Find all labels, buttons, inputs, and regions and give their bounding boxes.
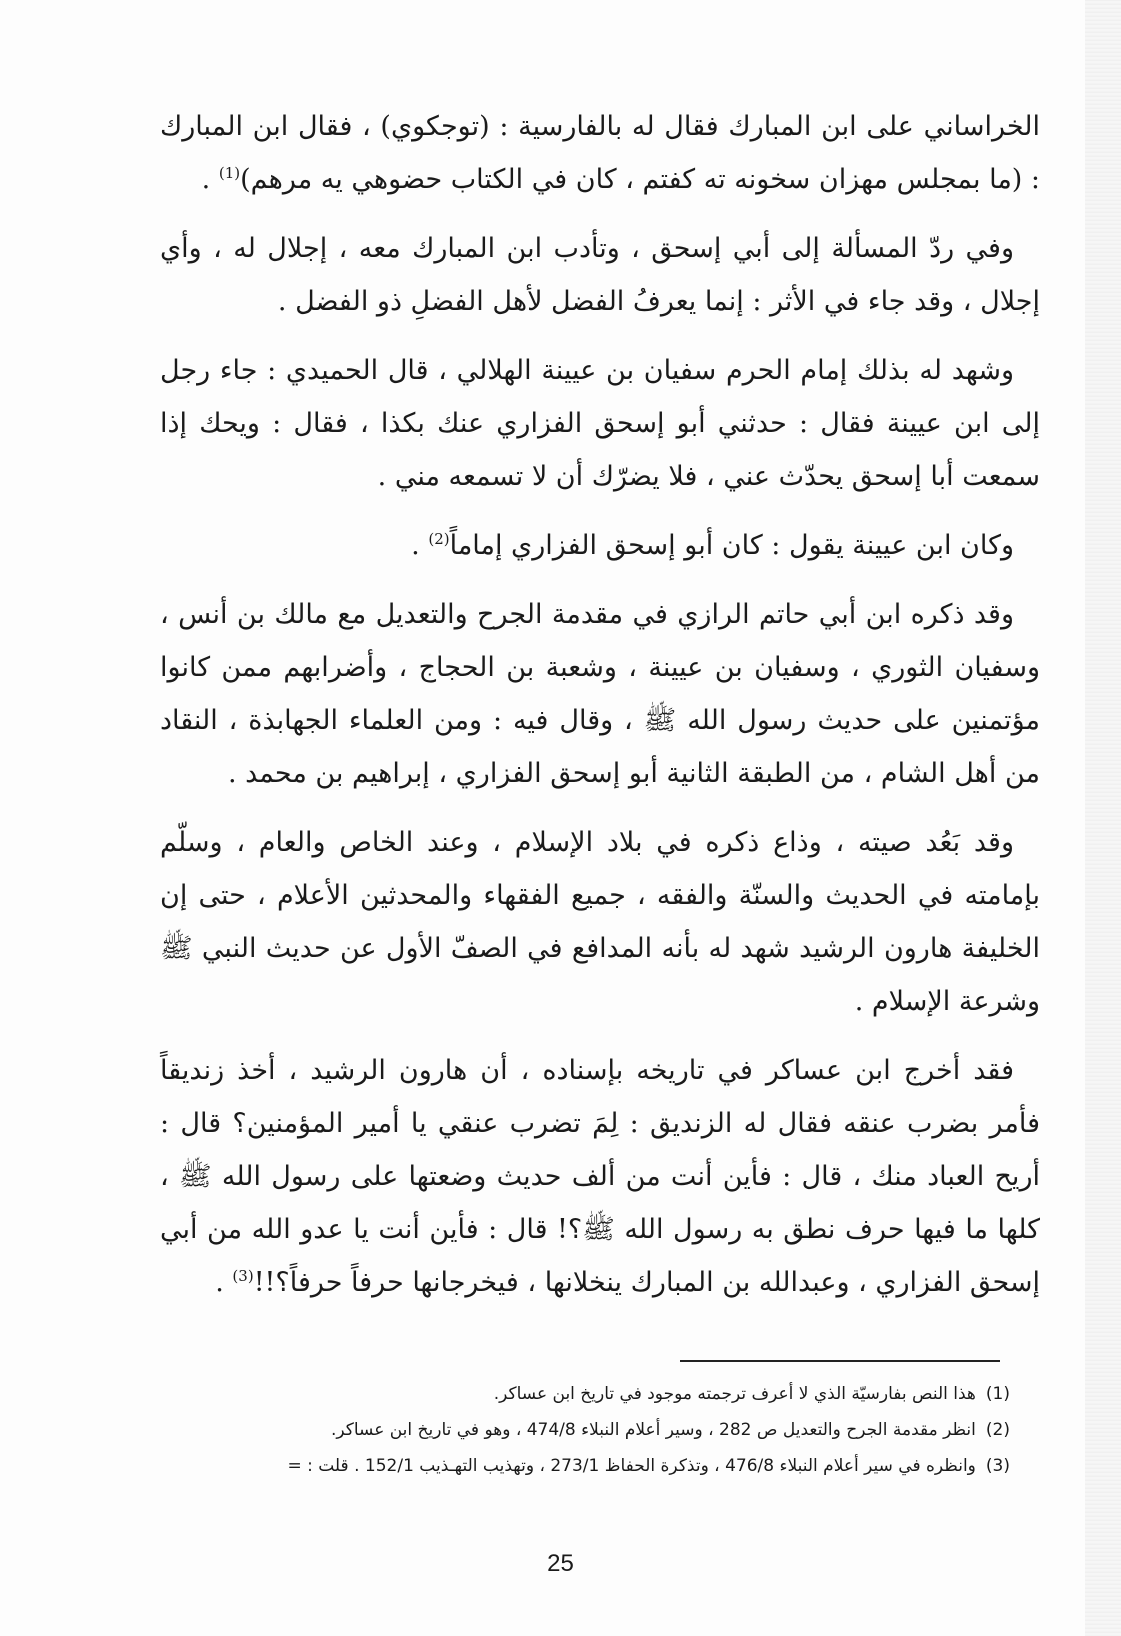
paragraph-2: وفي ردّ المسألة إلى أبي إسحق ، وتأدب ابن المبارك معه ، إجلال له ، وأي إجلال ، وقد جاء في الأثر : إنما يعرفُ الفضل لأهل الفضلِ ذو الفضل .	[160, 233, 1040, 317]
footnote-number: (3)	[985, 1456, 1010, 1476]
paragraph-6: وقد بَعُد صيته ، وذاع ذكره في بلاد الإسلام ، وعند الخاص والعام ، وسلّم بإمامته في الحديث والسنّة والفقه ، جميع الفقهاء والمحدثين الأعلام ، حتى إن الخليفة هارون الرشيد شهد له بأنه المدافع في الصفّ الأول عن حديث النبي ﷺ وشرعة الإسلام .	[160, 827, 1040, 1017]
footnote-divider	[680, 1360, 1000, 1362]
paragraph-1: الخراساني على ابن المبارك فقال له بالفارسية : (توجكوي) ، فقال ابن المبارك : (ما بمجلس مهزان سخونه ته كفتم ، كان في الكتاب حضوهي يه مرهم)$^{(1)}$ .	[160, 111, 1040, 195]
footnotes	[120, 1376, 1010, 1484]
footnote-ref-2[interactable]: (2)	[428, 530, 450, 548]
paragraph-5: وقد ذكره ابن أبي حاتم الرازي في مقدمة الجرح والتعديل مع مالك بن أنس ، وسفيان الثوري ، وسفيان بن عيينة ، وشعبة بن الحجاج ، وأضرابهم ممن كانوا مؤتمنين على حديث رسول الله ﷺ ، وقال فيه : ومن العلماء الجهابذة ، النقاد من أهل الشام ، من الطبقة الثانية أبو إسحق الفزاري ، إبراهيم بن محمد .	[160, 599, 1040, 789]
paragraph-7: فقد أخرج ابن عساكر في تاريخه بإسناده ، أن هارون الرشيد ، أخذ زنديقاً فأمر بضرب عنقه فقال له الزنديق : لِمَ تضرب عنقي يا أمير المؤمنين؟ قال : أريح العباد منك ، قال : فأين أنت من ألف حديث وضعتها على رسول الله ﷺ ، كلها ما فيها حرف نطق به رسول الله ﷺ؟! قال : فأين أنت يا عدو الله من أبي إسحق الفزاري ، وعبدالله بن المبارك ينخلانها ، فيخرجانها حرفاً حرفاً؟!!$^{(3)}$ .	[160, 1055, 1040, 1298]
footnote-ref-3[interactable]: (3)	[232, 1267, 254, 1285]
main-text	[160, 100, 1040, 1325]
page-edge-shadow	[1085, 0, 1121, 1636]
footnote-2	[120, 1412, 1010, 1448]
footnote-3	[120, 1448, 1010, 1484]
footnote-text: هذا النص بفارسيّة الذي لا أعرف ترجمته موجود في تاريخ ابن عساكر.	[493, 1384, 976, 1404]
paragraph-4: وكان ابن عيينة يقول : كان أبو إسحق الفزاري إماماً$^{(2)}$ .	[411, 530, 1014, 561]
paragraph-3: وشهد له بذلك إمام الحرم سفيان بن عيينة الهلالي ، قال الحميدي : جاء رجل إلى ابن عيينة فقال : حدثني أبو إسحق الفزاري عنك بكذا ، فقال : ويحك إذا سمعت أبا إسحق يحدّث عني ، فلا يضرّك أن لا تسمعه مني .	[160, 355, 1040, 492]
footnote-ref-1[interactable]: (1)	[218, 164, 241, 182]
footnote-number: (2)	[985, 1420, 1010, 1440]
footnote-number: (1)	[985, 1384, 1010, 1404]
footnote-1	[120, 1376, 1010, 1412]
page-number: 25	[547, 1550, 574, 1577]
footnote-text: وانظره في سير أعلام النبلاء 476/8 ، وتذكرة الحفاظ 273/1 ، وتهذيب التهـذيب 152/1 . قلت : =	[287, 1456, 976, 1476]
footnote-text: انظر مقدمة الجرح والتعديل ص 282 ، وسير أعلام النبلاء 474/8 ، وهو في تاريخ ابن عساكر.	[330, 1420, 976, 1440]
